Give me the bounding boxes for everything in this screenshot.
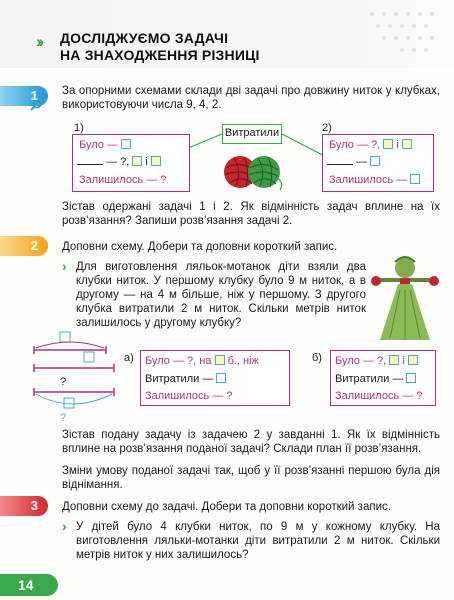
blank-box[interactable] — [151, 156, 161, 166]
schema-a-row-spent: Витратили — — [145, 373, 226, 385]
task2-line-diagram — [28, 330, 118, 420]
schema-a-row-left: Залишилось — ? — [145, 390, 233, 402]
blank-box[interactable] — [215, 355, 225, 365]
page-number: 14 — [0, 574, 58, 596]
diagram-question-1: ? — [60, 376, 67, 388]
blank-box[interactable] — [402, 139, 412, 149]
magnifier-icon — [30, 99, 42, 111]
arrow-right-icon: › — [62, 258, 67, 274]
yarn-balls-image — [222, 148, 284, 192]
blank-box[interactable] — [408, 355, 418, 365]
blank-box[interactable] — [389, 355, 399, 365]
arrow-right-icon: › — [62, 518, 67, 534]
blank-box[interactable] — [121, 139, 131, 149]
schema1-label: 1) — [74, 122, 84, 134]
blank-box[interactable] — [410, 174, 420, 184]
schema1-row-spent: — ?, і — [77, 156, 161, 168]
task3-problem: У дітей було 4 клубки ниток, по 9 м у кожному клубку. На виготовлення ляльки-мотанки діти витратили 2 м ниток. Скільки метрів ниток у них залишилось? — [76, 521, 440, 561]
schema2-row-had: Було — ?, і — [329, 139, 412, 151]
blank-line[interactable] — [327, 164, 353, 165]
schema2-label: 2) — [322, 122, 332, 134]
schema2-row-spent: — — [327, 156, 380, 168]
schema2-row-left: Залишилось — — [329, 174, 420, 186]
schema-b-row-left: Залишилось — ? — [335, 390, 423, 402]
diagram-question-2: ? — [60, 412, 67, 424]
motanka-doll-image — [370, 250, 440, 342]
task2-compare-text: Зістав подану задачу із задачею 2 у завданні 1. Як їх відмінність вплине на розв’язання поданої задачі? Склади план її розв’язання. — [62, 429, 440, 455]
chevron-double-icon: ›› — [36, 32, 42, 51]
schema-a-label: а) — [124, 352, 134, 364]
task1-compare-text: Зістав одержані задачі 1 і 2. Як відмінність задач вплине на їх розв’язання? Запиши розв’язання задачі 2. — [62, 201, 440, 227]
callout-spent: Витратили — [222, 124, 282, 144]
schema-b — [330, 350, 436, 406]
blank-line[interactable] — [77, 164, 103, 165]
schema1-row-had: Було — — [79, 139, 131, 151]
schema1-row-left: Залишилось — ? — [79, 174, 167, 186]
blank-box[interactable] — [406, 373, 416, 383]
schema-a — [140, 350, 290, 406]
page-title: ДОСЛІДЖУЄМО ЗАДАЧІ НА ЗНАХОДЖЕННЯ РІЗНИЦІ — [60, 30, 260, 63]
schema-a-row-had: Було — ?, на б., ніж — [145, 355, 259, 367]
blank-box[interactable] — [370, 156, 380, 166]
blank-box[interactable] — [132, 156, 142, 166]
schema-1 — [72, 134, 190, 192]
task1-text: За опорними схемами склади дві задачі про довжину ниток у клубках, використовуючи числа 9, 4, 2. — [62, 85, 440, 111]
decorative-dots — [362, 6, 442, 66]
task3-intro: Доповни схему до задачі. Добери та доповни короткий запис. — [62, 501, 391, 513]
task-number-1: 1 — [0, 86, 48, 106]
task-number-2: 2 — [0, 236, 48, 256]
task2-problem: Для виготовлення ляльок-мотанок діти взяли два клубки ниток. У першому клубку було 9 м ниток, а в другому — на 4 м більше, ніж у першому. З другого клубка витратили 2 м ниток. Скільки метрів ниток залишилось у другому клубку? — [76, 261, 366, 329]
schema-2 — [322, 134, 434, 192]
schema-b-row-had: Було — ?, і — [335, 355, 418, 367]
task2-intro: Доповни схему. Добери та доповни короткий запис. — [62, 241, 338, 253]
task2-change-text: Зміни умову поданої задачі так, щоб у її розв’язанні першою була дія віднімання. — [62, 465, 440, 491]
blank-box[interactable] — [383, 139, 393, 149]
blank-box[interactable] — [216, 373, 226, 383]
schema-b-label: б) — [312, 352, 322, 364]
schema-b-row-spent: Витратили — — [335, 373, 416, 385]
task-number-3: 3 — [0, 496, 48, 516]
